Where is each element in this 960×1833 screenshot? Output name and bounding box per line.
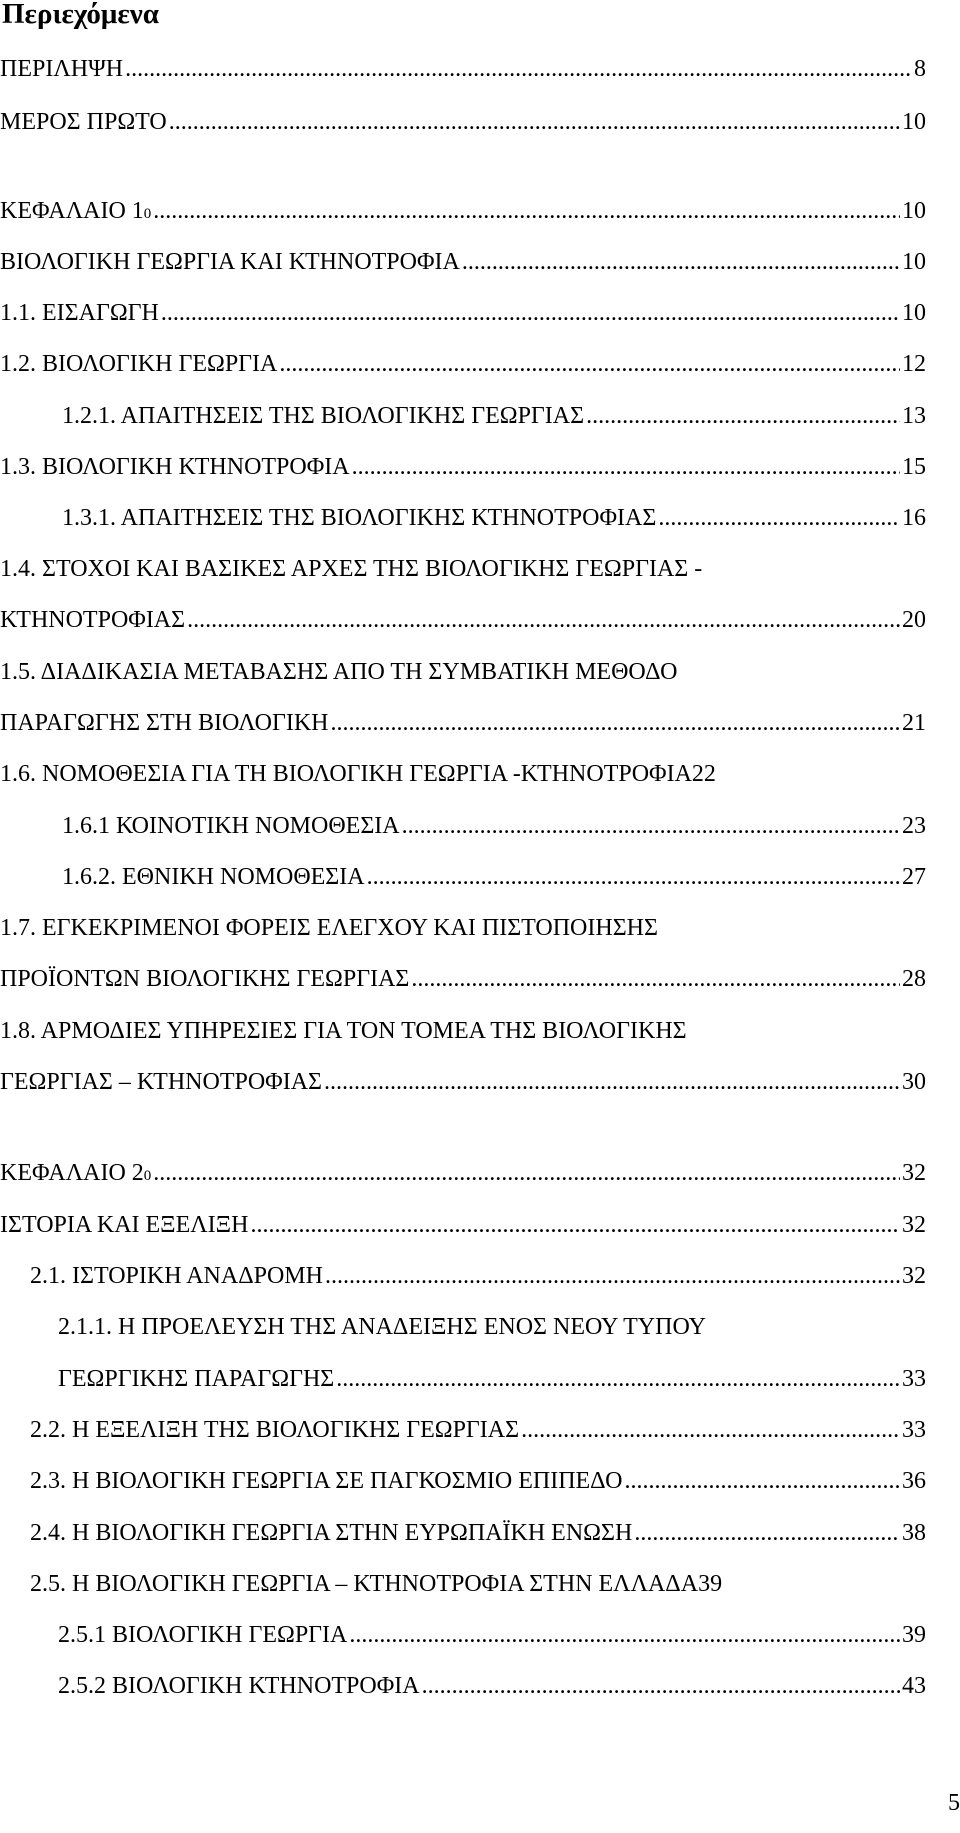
toc-entry-page: 10 xyxy=(902,249,926,275)
toc-entry-label: 1.5. ΔΙΑΔΙΚΑΣΙΑ ΜΕΤΑΒΑΣΗΣ ΑΠΟ ΤΗ ΣΥΜΒΑΤΙΚΗ ΜΕΘΟΔΟ xyxy=(0,659,678,685)
toc-entry-page: 10 xyxy=(902,300,926,326)
toc-entry[interactable] xyxy=(0,1016,926,1046)
toc-entry-label: 2.1.1. Η ΠΡΟΕΛΕΥΣΗ ΤΗΣ ΑΝΑΔΕΙΞΗΣ ΕΝΟΣ ΝΕΟΥ ΤΥΠΟΥ xyxy=(58,1314,706,1340)
toc-entry-page: 23 xyxy=(902,813,926,839)
toc-entry[interactable] xyxy=(0,1210,926,1240)
toc-entry[interactable] xyxy=(62,811,926,841)
toc-entry-page: 28 xyxy=(902,966,926,992)
toc-entry[interactable] xyxy=(0,452,926,482)
toc-entry[interactable] xyxy=(58,1671,926,1701)
toc-entry-label: 2.5.1 ΒΙΟΛΟΓΙΚΗ ΓΕΩΡΓΙΑ xyxy=(58,1622,348,1648)
toc-entry-page: 10 xyxy=(902,198,926,224)
toc-entry-label: 1.8. ΑΡΜΟΔΙΕΣ ΥΠΗΡΕΣΙΕΣ ΓΙΑ ΤΟΝ ΤΟΜΕΑ ΤΗΣ ΒΙΟΛΟΓΙΚΗΣ xyxy=(0,1018,687,1044)
toc-entry-label: 1.3.1. ΑΠΑΙΤΗΣΕΙΣ ΤΗΣ ΒΙΟΛΟΓΙΚΗΣ ΚΤΗΝΟΤΡΟΦΙΑΣ xyxy=(62,505,657,531)
toc-entry[interactable] xyxy=(0,1067,926,1097)
dot-leader xyxy=(349,1620,900,1650)
toc-entry-page: 21 xyxy=(902,710,926,736)
page-number: 5 xyxy=(948,1790,960,1816)
toc-entry-page: 38 xyxy=(902,1520,926,1546)
dot-leader xyxy=(402,811,900,841)
toc-entry[interactable] xyxy=(0,298,926,328)
dot-leader xyxy=(352,452,900,482)
dot-leader xyxy=(250,1210,900,1240)
toc-entry-page: 13 xyxy=(902,403,926,429)
dot-leader xyxy=(324,1067,900,1097)
toc-entry[interactable] xyxy=(0,759,926,789)
toc-entry-label: ΚΤΗΝΟΤΡΟΦΙΑΣ xyxy=(0,607,186,633)
toc-entry-label: 1.6. ΝΟΜΟΘΕΣΙΑ ΓΙΑ ΤΗ ΒΙΟΛΟΓΙΚΗ ΓΕΩΡΓΙΑ -ΚΤΗΝΟΤΡΟΦΙΑ22 xyxy=(0,761,716,787)
dot-leader xyxy=(187,605,900,635)
toc-entry-page: 20 xyxy=(902,607,926,633)
toc-entry[interactable] xyxy=(0,605,926,635)
toc-entry-page: 33 xyxy=(902,1366,926,1392)
toc-entry-page: 32 xyxy=(902,1212,926,1238)
page-title: Περιεχόμενα xyxy=(2,0,159,30)
toc-entry-page: 32 xyxy=(902,1160,926,1186)
toc-entry-page: 39 xyxy=(902,1622,926,1648)
toc-entry-label: 1.6.2. ΕΘΝΙΚΗ ΝΟΜΟΘΕΣΙΑ xyxy=(62,864,365,890)
toc-entry[interactable] xyxy=(30,1415,926,1445)
toc-entry[interactable] xyxy=(30,1466,926,1496)
toc-entry-label: 1.3. ΒΙΟΛΟΓΙΚΗ ΚΤΗΝΟΤΡΟΦΙΑ xyxy=(0,454,350,480)
toc-entry[interactable] xyxy=(62,862,926,892)
toc-entry-page: 12 xyxy=(902,351,926,377)
dot-leader xyxy=(169,107,900,137)
toc-entry[interactable] xyxy=(0,349,926,379)
dot-leader xyxy=(422,1671,900,1701)
toc-entry[interactable] xyxy=(0,708,926,738)
dot-leader xyxy=(153,1158,900,1188)
toc-entry[interactable]: ΚΕΦΑΛΑΙΟ 2 0 ..... 32 xyxy=(0,1158,926,1188)
toc-entry-page: 36 xyxy=(902,1468,926,1494)
toc-entry-label: 2.5. Η ΒΙΟΛΟΓΙΚΗ ΓΕΩΡΓΙΑ – ΚΤΗΝΟΤΡΟΦΙΑ ΣΤΗΝ ΕΛΛΑΔΑ39 xyxy=(30,1571,723,1597)
toc-entry-page: 16 xyxy=(902,505,926,531)
toc-entry-label: 1.6.1 ΚΟΙΝΟΤΙΚΗ ΝΟΜΟΘΕΣΙΑ xyxy=(62,813,400,839)
toc-entry-page: 43 xyxy=(902,1673,926,1699)
toc-entry[interactable] xyxy=(30,1569,926,1599)
toc-entry[interactable] xyxy=(0,54,926,84)
toc-entry[interactable] xyxy=(30,1261,926,1291)
toc-entry-page: 32 xyxy=(902,1263,926,1289)
dot-leader xyxy=(161,298,900,328)
toc-entry[interactable] xyxy=(0,657,926,687)
toc-entry-label: 1.7. ΕΓΚΕΚΡΙΜΕΝΟΙ ΦΟΡΕΙΣ ΕΛΕΓΧΟΥ ΚΑΙ ΠΙΣΤΟΠΟΙΗΣΗΣ xyxy=(0,915,658,941)
toc-entry-label: ΓΕΩΡΓΙΚΗΣ ΠΑΡΑΓΩΓΗΣ xyxy=(58,1366,335,1392)
toc-entry-label: ΠΡΟΪΟΝΤΩΝ ΒΙΟΛΟΓΙΚΗΣ ΓΕΩΡΓΙΑΣ xyxy=(0,966,410,992)
toc-entry-label: ΠΕΡΙΛΗΨΗ xyxy=(0,56,124,82)
toc-entry-label: 1.1. ΕΙΣΑΓΩΓΗ xyxy=(0,300,159,326)
toc-entry[interactable] xyxy=(0,247,926,277)
dot-leader xyxy=(634,1518,900,1548)
toc-entry[interactable] xyxy=(0,964,926,994)
toc-entry-label: ΜΕΡΟΣ ΠΡΩΤΟ xyxy=(0,109,167,135)
toc-entry-page: 33 xyxy=(902,1417,926,1443)
toc-entry-page: 27 xyxy=(902,864,926,890)
toc-entry-label: ΚΕΦΑΛΑΙΟ 1 xyxy=(0,198,144,224)
toc-entry[interactable] xyxy=(58,1620,926,1650)
dot-leader xyxy=(336,1364,900,1394)
dot-leader xyxy=(153,196,900,226)
toc-entry[interactable] xyxy=(62,503,926,533)
dot-leader xyxy=(325,1261,900,1291)
dot-leader xyxy=(279,349,900,379)
toc-entry[interactable] xyxy=(58,1364,926,1394)
toc-entry[interactable] xyxy=(58,1312,926,1342)
dot-leader xyxy=(367,862,900,892)
dot-leader xyxy=(521,1415,900,1445)
toc-entry[interactable]: ΚΕΦΑΛΑΙΟ 1 0 ..... 10 xyxy=(0,196,926,226)
dot-leader xyxy=(462,247,900,277)
toc-entry[interactable] xyxy=(0,554,926,584)
toc-entry-label: ΙΣΤΟΡΙΑ ΚΑΙ ΕΞΕΛΙΞΗ xyxy=(0,1212,249,1238)
dot-leader xyxy=(625,1466,900,1496)
toc-entry[interactable] xyxy=(30,1518,926,1548)
toc-entry-label: 1.2. ΒΙΟΛΟΓΙΚΗ ΓΕΩΡΓΙΑ xyxy=(0,351,278,377)
toc-entry-label: 2.5.2 ΒΙΟΛΟΓΙΚΗ ΚΤΗΝΟΤΡΟΦΙΑ xyxy=(58,1673,420,1699)
toc-entry-page: 15 xyxy=(902,454,926,480)
toc-entry-page: 30 xyxy=(902,1069,926,1095)
toc-entry-label: 2.1. ΙΣΤΟΡΙΚΗ ΑΝΑΔΡΟΜΗ xyxy=(30,1263,323,1289)
toc-entry[interactable] xyxy=(62,401,926,431)
toc-entry-label: ΓΕΩΡΓΙΑΣ – ΚΤΗΝΟΤΡΟΦΙΑΣ xyxy=(0,1069,322,1095)
toc-entry[interactable] xyxy=(0,913,926,943)
dot-leader xyxy=(586,401,900,431)
toc-entry-label: 2.4. Η ΒΙΟΛΟΓΙΚΗ ΓΕΩΡΓΙΑ ΣΤΗΝ ΕΥΡΩΠΑΪΚΗ ΕΝΩΣΗ xyxy=(30,1520,633,1546)
dot-leader xyxy=(125,54,912,84)
dot-leader xyxy=(330,708,900,738)
toc-entry-label: 1.4. ΣΤΟΧΟΙ ΚΑΙ ΒΑΣΙΚΕΣ ΑΡΧΕΣ ΤΗΣ ΒΙΟΛΟΓΙΚΗΣ ΓΕΩΡΓΙΑΣ - xyxy=(0,556,703,582)
toc-entry-label: ΒΙΟΛΟΓΙΚΗ ΓΕΩΡΓΙΑ ΚΑΙ ΚΤΗΝΟΤΡΟΦΙΑ xyxy=(0,249,460,275)
toc-entry-label: ΚΕΦΑΛΑΙΟ 2 xyxy=(0,1160,144,1186)
toc-entry[interactable] xyxy=(0,107,926,137)
toc-entry-label: 2.2. Η ΕΞΕΛΙΞΗ ΤΗΣ ΒΙΟΛΟΓΙΚΗΣ ΓΕΩΡΓΙΑΣ xyxy=(30,1417,520,1443)
dot-leader xyxy=(411,964,900,994)
toc-entry-label: ΠΑΡΑΓΩΓΗΣ ΣΤΗ ΒΙΟΛΟΓΙΚΗ xyxy=(0,710,329,736)
dot-leader xyxy=(658,503,900,533)
toc-entry-page: 8 xyxy=(914,56,926,82)
toc-entry-label: 1.2.1. ΑΠΑΙΤΗΣΕΙΣ ΤΗΣ ΒΙΟΛΟΓΙΚΗΣ ΓΕΩΡΓΙΑΣ xyxy=(62,403,585,429)
toc-entry-label: 2.3. Η ΒΙΟΛΟΓΙΚΗ ΓΕΩΡΓΙΑ ΣΕ ΠΑΓΚΟΣΜΙΟ ΕΠΙΠΕΔΟ xyxy=(30,1468,623,1494)
toc-entry-page: 10 xyxy=(902,109,926,135)
